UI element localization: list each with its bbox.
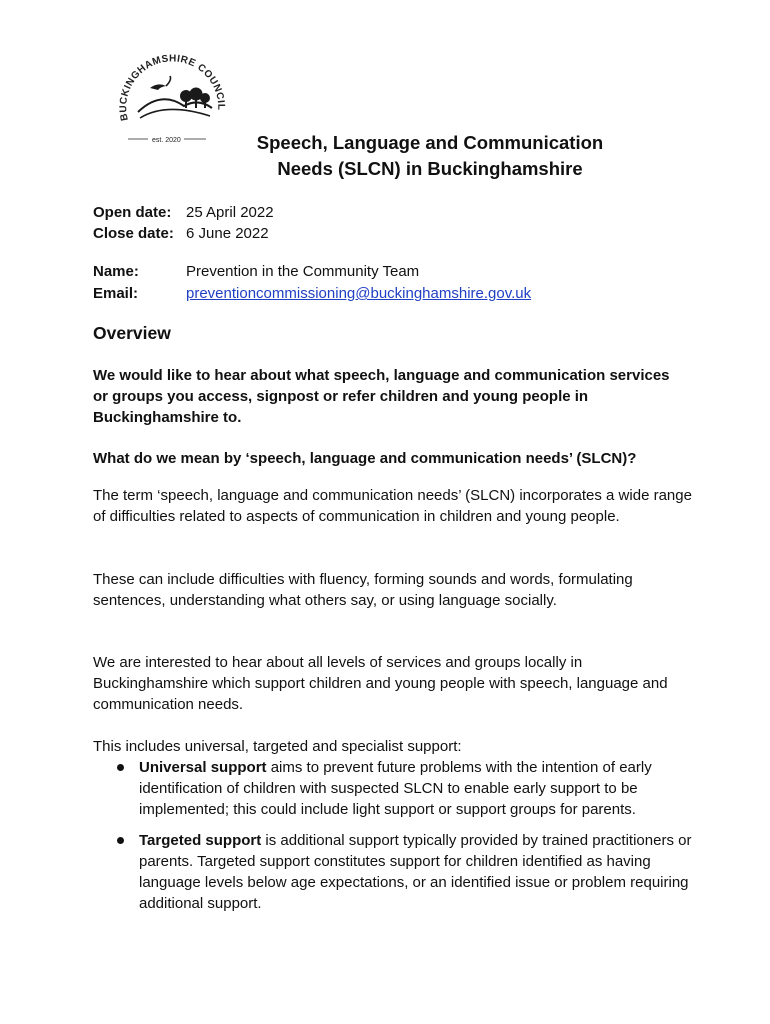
- bullet-1-text: aims to prevent future problems with the intention of early identification of children with suspected SLCN to enable early support to be implemented; this could include light support or support groups for parents.: [139, 759, 652, 818]
- paragraph-2: These can include difficulties with fluency, forming sounds and words, formulating sentences, understanding what others say, or using language socially.: [93, 571, 633, 609]
- logo-text: BUCKINGHAMSHIRE COUNCIL: [118, 53, 227, 122]
- close-date-row: [93, 223, 269, 244]
- email-link[interactable]: preventioncommissioning@buckinghamshire.gov.uk: [186, 285, 532, 302]
- list-item: [93, 757, 693, 820]
- overview-intro: We would like to hear about what speech, language and communication services or groups you access, signpost or refer children and young people in Buckinghamshire to.: [93, 367, 670, 426]
- bullet-2-text: is additional support typically provided by trained practitioners or parents. Targeted support constitutes support for children identified as having language levels below age expectations, or an identified issue or problem requiring additional support.: [139, 832, 692, 912]
- logo-est: est. 2020: [152, 137, 181, 144]
- paragraph-4: This includes universal, targeted and specialist support:: [93, 738, 462, 755]
- title-line-1: Speech, Language and Communication: [256, 132, 604, 153]
- open-date-value: 25 April 2022: [186, 204, 274, 221]
- open-date-label: Open date:: [93, 204, 172, 221]
- support-list: [93, 757, 693, 914]
- slcn-question: What do we mean by ‘speech, language and communication needs’ (SLCN)?: [93, 450, 637, 467]
- close-date-value: 6 June 2022: [186, 225, 269, 242]
- paragraph-1: The term ‘speech, language and communication needs’ (SLCN) incorporates a wide range of difficulties related to aspects of communication in children and young people.: [93, 487, 692, 525]
- name-row: [93, 261, 419, 282]
- title-line-2: Needs (SLCN) in Buckinghamshire: [277, 158, 583, 179]
- svg-text:BUCKINGHAMSHIRE COUNCIL: [118, 53, 226, 121]
- bullet-1-bold: Universal support: [139, 759, 267, 776]
- bullet-2-bold: Targeted support: [139, 832, 262, 849]
- bullet-icon: [117, 837, 124, 844]
- name-label: Name:: [93, 263, 139, 280]
- bullet-icon: [117, 764, 124, 771]
- close-date-label: Close date:: [93, 225, 174, 242]
- paragraph-3: We are interested to hear about all levels of services and groups locally in Buckinghamshire which support children and young people with speech, language and communication needs.: [93, 654, 668, 713]
- overview-heading: Overview: [93, 323, 171, 343]
- name-value: Prevention in the Community Team: [186, 263, 420, 280]
- page-title: [160, 130, 700, 182]
- list-item: [93, 830, 693, 914]
- open-date-row: [93, 202, 274, 223]
- email-label: Email:: [93, 285, 139, 302]
- email-row: [93, 283, 531, 304]
